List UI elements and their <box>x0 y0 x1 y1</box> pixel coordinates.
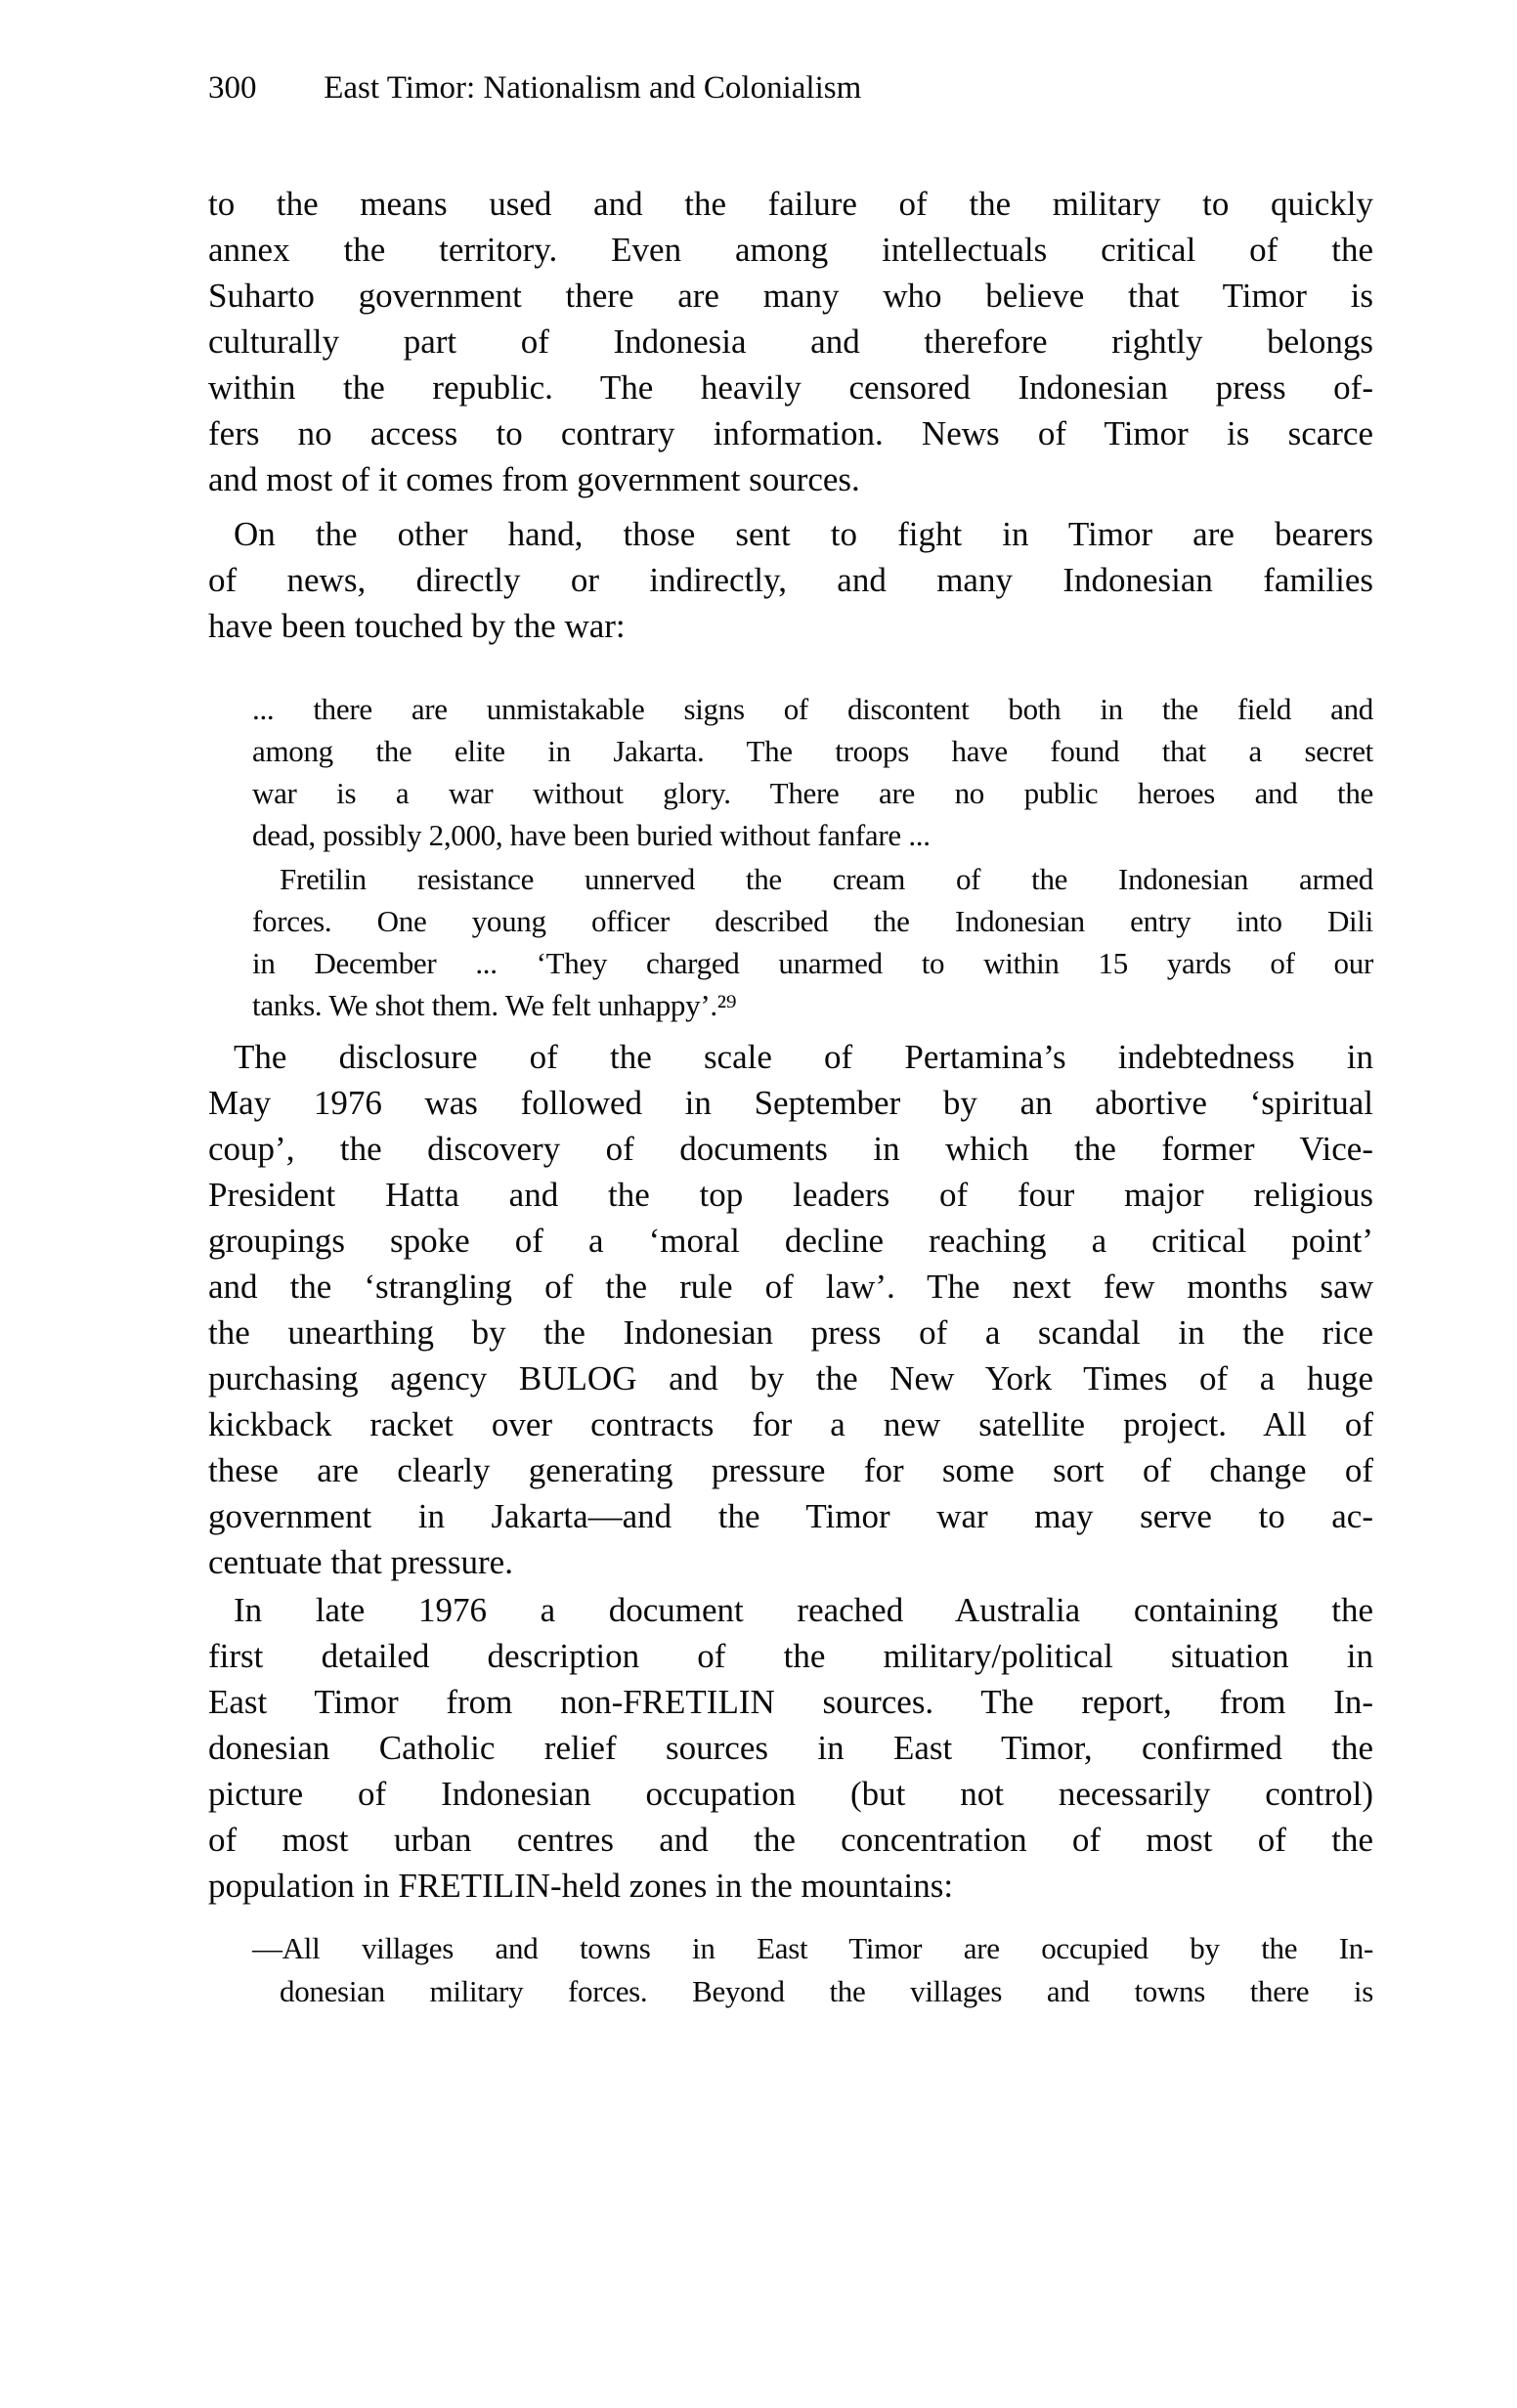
text-line: donesian Catholic relief sources in East Timor, confirmed the <box>208 1729 1373 1767</box>
text-line: President Hatta and the top leaders of four major religious <box>208 1176 1373 1214</box>
blockquote-line: in December ... ‘They charged unarmed to within 15 yards of our <box>252 946 1373 980</box>
text-line: The disclosure of the scale of Pertamina’s indebtedness in <box>234 1038 1373 1076</box>
text-line: population in FRETILIN-held zones in the mountains: <box>208 1867 954 1905</box>
text-line: purchasing agency BULOG and by the New York Times of a huge <box>208 1359 1373 1398</box>
text-line: Suharto government there are many who believe that Timor is <box>208 277 1373 315</box>
text-line: of most urban centres and the concentration of most of the <box>208 1821 1373 1859</box>
running-header <box>208 70 861 107</box>
text-line: first detailed description of the military/political situation in <box>208 1637 1373 1675</box>
text-line: kickback racket over contracts for a new satellite project. All of <box>208 1405 1373 1443</box>
blockquote-line: forces. One young officer described the Indonesian entry into Dili <box>252 904 1373 938</box>
text-line: fers no access to contrary information. News of Timor is scarce <box>208 414 1373 452</box>
blockquote-line: ... there are unmistakable signs of discontent both in the field and <box>252 692 1373 726</box>
blockquote-line: —All villages and towns in East Timor are occupied by the In- <box>252 1931 1373 1965</box>
text-line: centuate that pressure. <box>208 1543 513 1581</box>
text-line: within the republic. The heavily censored Indonesian press of- <box>208 368 1373 407</box>
text-line: annex the territory. Even among intellectuals critical of the <box>208 231 1373 269</box>
blockquote-line: among the elite in Jakarta. The troops have found that a secret <box>252 734 1373 768</box>
text-line: these are clearly generating pressure for some sort of change of <box>208 1451 1373 1489</box>
text-line: the unearthing by the Indonesian press of a scandal in the rice <box>208 1313 1373 1352</box>
text-line: of news, directly or indirectly, and many Indonesian families <box>208 561 1373 599</box>
text-line: East Timor from non-FRETILIN sources. The report, from In- <box>208 1683 1373 1721</box>
text-line: In late 1976 a document reached Australia containing the <box>234 1591 1373 1629</box>
text-line: have been touched by the war: <box>208 607 626 645</box>
page-number: 300 <box>208 70 257 106</box>
blockquote-line: dead, possibly 2,000, have been buried without fanfare ... <box>252 818 931 852</box>
text-line: and the ‘strangling of the rule of law’. The next few months saw <box>208 1268 1373 1306</box>
text-line: culturally part of Indonesia and therefore rightly belongs <box>208 322 1373 361</box>
blockquote-line: Fretilin resistance unnerved the cream of the Indonesian armed <box>280 862 1373 896</box>
text-line: picture of Indonesian occupation (but not necessarily control) <box>208 1775 1373 1813</box>
text-line: to the means used and the failure of the military to quickly <box>208 185 1373 223</box>
text-line: groupings spoke of a ‘moral decline reaching a critical point’ <box>208 1222 1373 1260</box>
text-line: May 1976 was followed in September by an abortive ‘spiritual <box>208 1084 1373 1122</box>
text-line: government in Jakarta—and the Timor war may serve to ac- <box>208 1497 1373 1535</box>
running-title: East Timor: Nationalism and Colonialism <box>324 70 862 106</box>
blockquote-line: tanks. We shot them. We felt unhappy’.²⁹ <box>252 988 737 1022</box>
text-line: On the other hand, those sent to fight in Timor are bearers <box>234 515 1373 553</box>
text-line: coup’, the discovery of documents in which the former Vice- <box>208 1130 1373 1168</box>
blockquote-line: war is a war without glory. There are no public heroes and the <box>252 776 1373 810</box>
text-line: and most of it comes from government sources. <box>208 460 860 498</box>
blockquote-line: donesian military forces. Beyond the villages and towns there is <box>280 1974 1373 2008</box>
